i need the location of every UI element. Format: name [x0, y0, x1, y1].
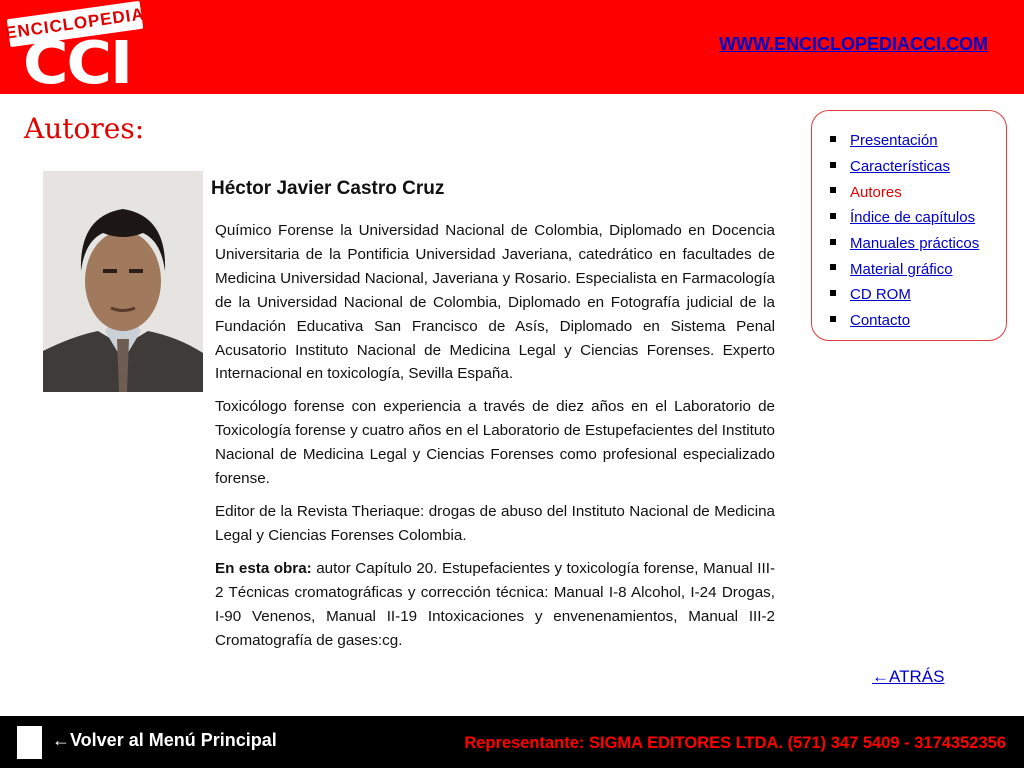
bio-paragraph: Editor de la Revista Theriaque: drogas de abuso del Instituto Nacional de Medicina Legal y Ciencias Forenses Colombia.	[215, 502, 775, 544]
author-photo	[43, 171, 203, 392]
page-title: Autores:	[24, 112, 145, 145]
bullet-icon	[830, 290, 836, 296]
nav-link-autores[interactable]: Autores	[850, 183, 902, 201]
nav-menu	[811, 110, 1007, 341]
obra-text: autor Capítulo 20. Estupefacientes y toxicología forense, Manual III-2 Técnicas cromatográficas y corrección técnica: Manual I-8 Alcohol, I-24 Drogas, I-90 Venenos, Manual II-19 Intoxicaciones y envenenamientos, Manual III-2 Cromatografía de gases:cg.	[215, 559, 775, 649]
author-bio	[215, 219, 775, 661]
nav-item-material	[830, 256, 979, 282]
bullet-icon	[830, 187, 836, 193]
bio-paragraph: Toxicólogo forense con experiencia a través de diez años en el Laboratorio de Toxicología forense y cuatro años en el Laboratorio de Estupefacientes del Instituto Nacional de Medicina Legal y Ciencias Forenses como profesional especializado forense.	[215, 398, 775, 488]
bullet-icon	[830, 136, 836, 142]
bullet-icon	[830, 316, 836, 322]
obra-label: En esta obra:	[215, 559, 312, 577]
bullet-icon	[830, 264, 836, 270]
nav-link-presentacion[interactable]: Presentación	[850, 132, 938, 150]
nav-item-indice	[830, 205, 979, 231]
enciclopedia-cci-logo[interactable]	[4, 4, 146, 98]
bio-paragraph: Químico Forense la Universidad Nacional de Colombia, Diplomado en Docencia Universitaria de la Pontificia Universidad Javeriana, catedrático en facultades de Medicina Universidad Nacional, Javeriana y Rosario. Especialista en Farmacología de la Universidad Nacional de Colombia, Diplomado en Fotografía judicial de la Fundación Educativa San Francisco de Asís, Diplomado en Sistema Penal Acusatorio Instituto Nacional de Medicina Legal y Ciencias Forenses. Experto Internacional en toxicología, Sevilla España.	[215, 222, 775, 383]
nav-link-caracteristicas[interactable]: Características	[850, 158, 951, 176]
footer-bar	[0, 716, 1024, 768]
volver-menu-link[interactable]: ←Volver al Menú Principal	[52, 730, 277, 750]
home-block-icon[interactable]	[17, 726, 42, 759]
nav-item-contacto	[830, 308, 979, 334]
nav-link-cdrom[interactable]: CD ROM	[850, 286, 911, 304]
back-link[interactable]: ←ATRÁS	[872, 667, 945, 686]
nav-link-contacto[interactable]: Contacto	[850, 312, 911, 330]
obra-paragraph	[215, 557, 775, 653]
bullet-icon	[830, 213, 836, 219]
bullet-icon	[830, 239, 836, 245]
header-bar	[0, 0, 1024, 98]
nav-item-autores	[830, 179, 979, 205]
nav-item-presentacion	[830, 128, 979, 154]
nav-list	[830, 128, 979, 334]
author-name: Héctor Javier Castro Cruz	[211, 178, 445, 199]
bullet-icon	[830, 162, 836, 168]
nav-item-cdrom	[830, 282, 979, 308]
nav-link-material[interactable]: Material gráfico	[850, 260, 953, 278]
nav-link-manuales[interactable]: Manuales prácticos	[850, 235, 980, 253]
representante-text: Representante: SIGMA EDITORES LTDA. (571) 347 5409 - 3174352356	[464, 734, 1006, 752]
logo-big-text: CCI	[22, 27, 132, 98]
logo-top-text: ENCICLOPEDIA	[7, 1, 144, 47]
author-portrait-icon	[43, 171, 203, 392]
nav-link-indice[interactable]: Índice de capítulos	[850, 209, 976, 227]
nav-item-manuales	[830, 231, 979, 257]
nav-item-caracteristicas	[830, 154, 979, 180]
site-url-link[interactable]: WWW.ENCICLOPEDIACCI.COM	[719, 34, 988, 54]
